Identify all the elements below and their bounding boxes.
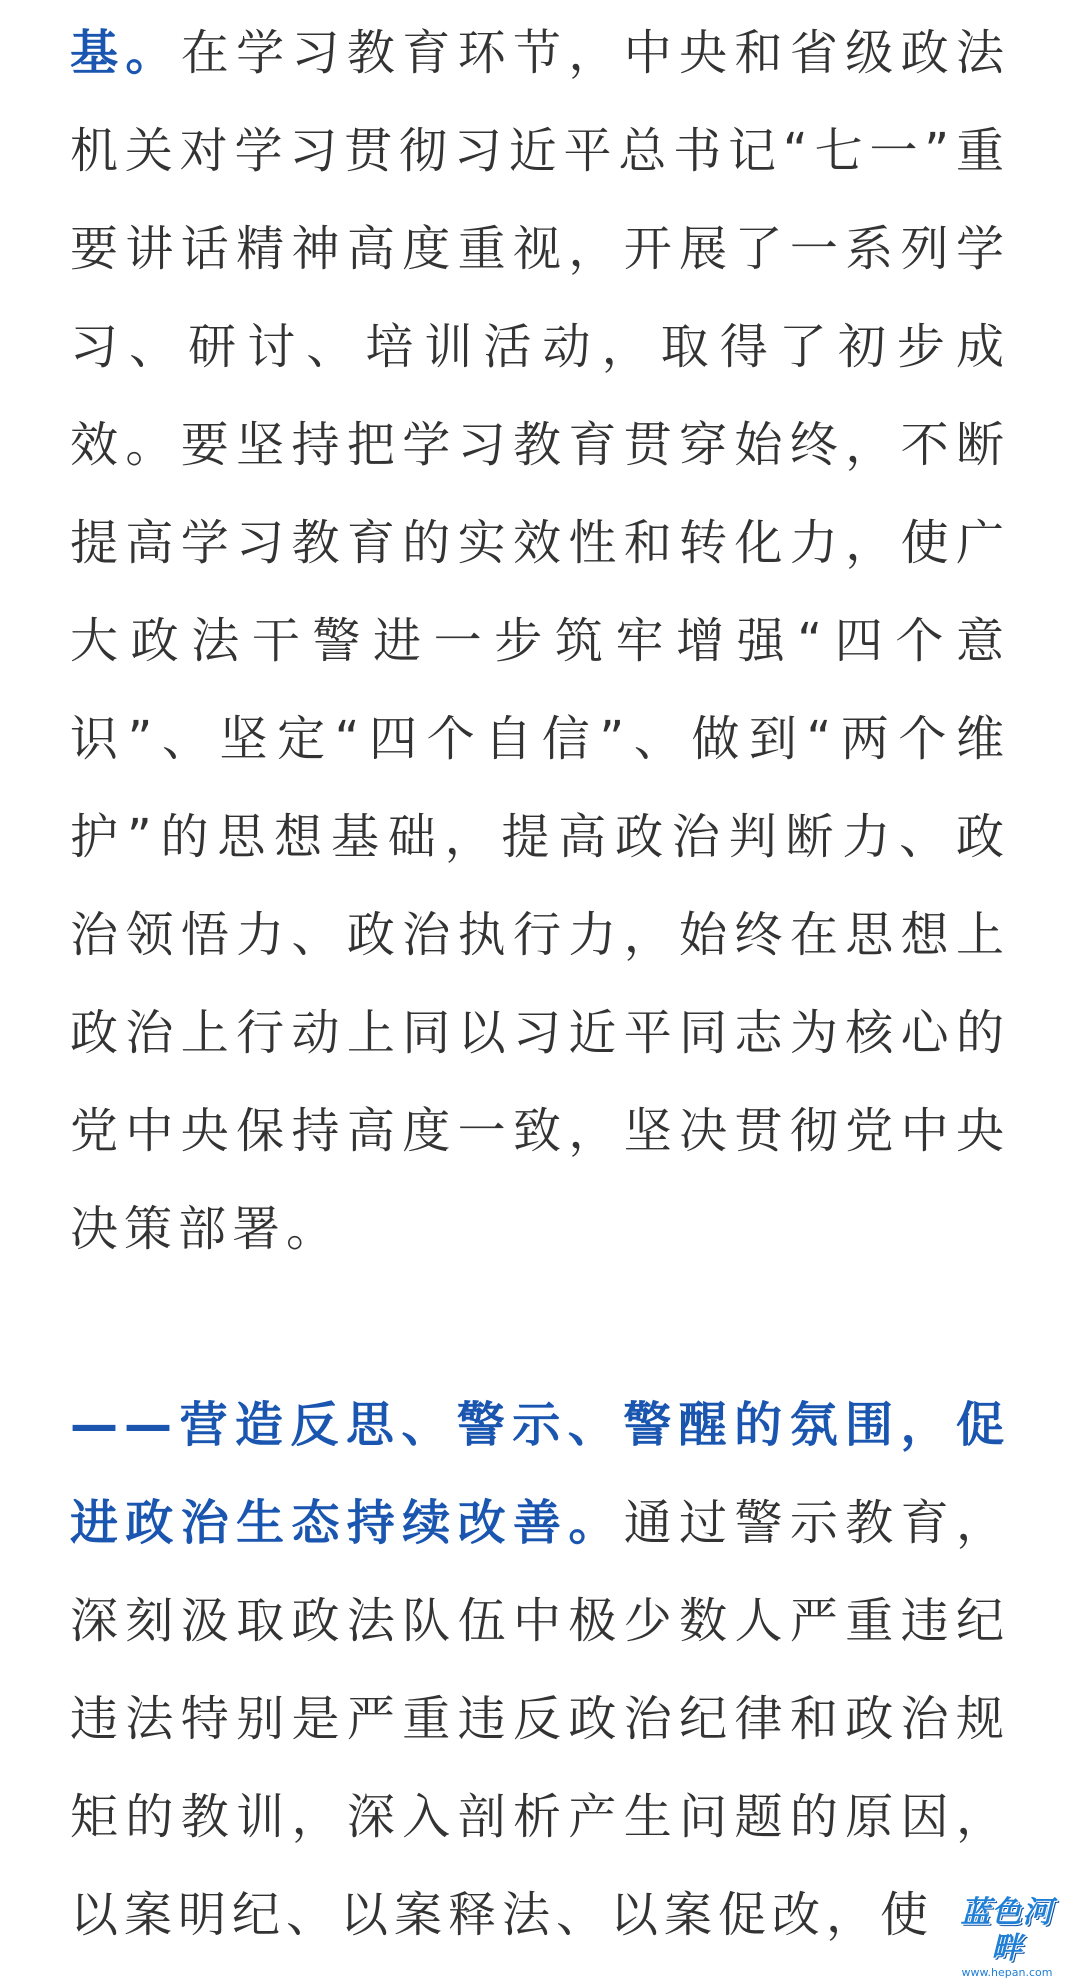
paragraph-study-education xyxy=(70,4,1010,1278)
watermark-url: www.hepan.com xyxy=(961,1966,1053,1979)
watermark-logo-text: 蓝色河畔 xyxy=(960,1895,1054,1966)
section-heading-highlight: ——营造反思、警示、警醒的氛围，促进政治生态持续改善。 xyxy=(70,1397,1010,1551)
paragraph-lead-highlight: 基。 xyxy=(70,25,181,81)
paragraph-warning-education xyxy=(70,1376,1010,1964)
article-body xyxy=(70,0,1010,1964)
paragraph-text: 在学习教育环节，中央和省级政法机关对学习贯彻习近平总书记“七一”重要讲话精神高度重视，开展了一系列学习、研讨、培训活动，取得了初步成效。要坚持把学习教育贯穿始终，不断提高学习教育的实效性和转化力，使广大政法干警进一步筑牢增强“四个意识”、坚定“四个自信”、做到“两个维护”的思想基础，提高政治判断力、政治领悟力、政治执行力，始终在思想上政治上行动上同以习近平同志为核心的党中央保持高度一致，坚决贯彻党中央决策部署。 xyxy=(70,25,1010,1257)
watermark-logo xyxy=(948,1895,1066,1979)
paragraph-text: 通过警示教育，深刻汲取政法队伍中极少数人严重违纪违法特别是严重违反政治纪律和政治规矩的教训，深入剖析产生问题的原因，以案明纪、以案释法、以案促改，使 xyxy=(70,1495,1010,1943)
